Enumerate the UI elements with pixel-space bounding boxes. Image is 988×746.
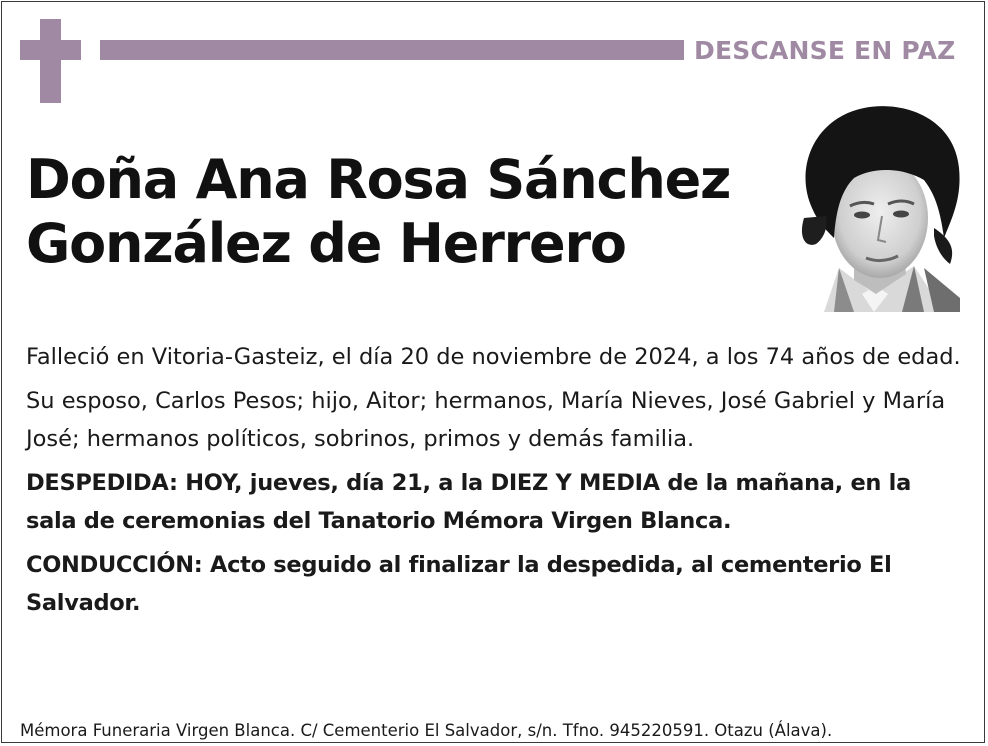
cross-icon-bar (20, 40, 81, 60)
portrait-image (784, 98, 964, 312)
cross-icon (40, 19, 61, 103)
notice-body (26, 338, 966, 628)
procession-paragraph: CONDUCCIÓN: Acto seguido al finalizar la despedida, al cementerio El Salvador. (26, 552, 892, 616)
death-paragraph: Falleció en Vitoria-Gasteiz, el día 20 de noviembre de 2024, a los 74 años de edad. (26, 344, 961, 370)
obituary-notice (1, 1, 985, 743)
family-paragraph: Su esposo, Carlos Pesos; hijo, Aitor; hermanos, María Nieves, José Gabriel y María José; hermanos políticos, sobrinos, primos y demás familia. (26, 388, 946, 452)
deceased-name (26, 148, 786, 276)
funeral-home-footer: Mémora Funeraria Virgen Blanca. C/ Cementerio El Salvador, s/n. Tfno. 945220591. Otazu (Álava). (20, 721, 833, 740)
header-band (100, 40, 684, 60)
deceased-portrait (784, 98, 964, 312)
deceased-name-line-1: Doña Ana Rosa Sánchez (26, 148, 731, 211)
deceased-name-line-2: González de Herrero (26, 212, 626, 275)
header-label: DESCANSE EN PAZ (694, 36, 956, 65)
farewell-paragraph: DESPEDIDA: HOY, jueves, día 21, a la DIEZ Y MEDIA de la mañana, en la sala de ceremonias del Tanatorio Mémora Virgen Blanca. (26, 470, 911, 534)
